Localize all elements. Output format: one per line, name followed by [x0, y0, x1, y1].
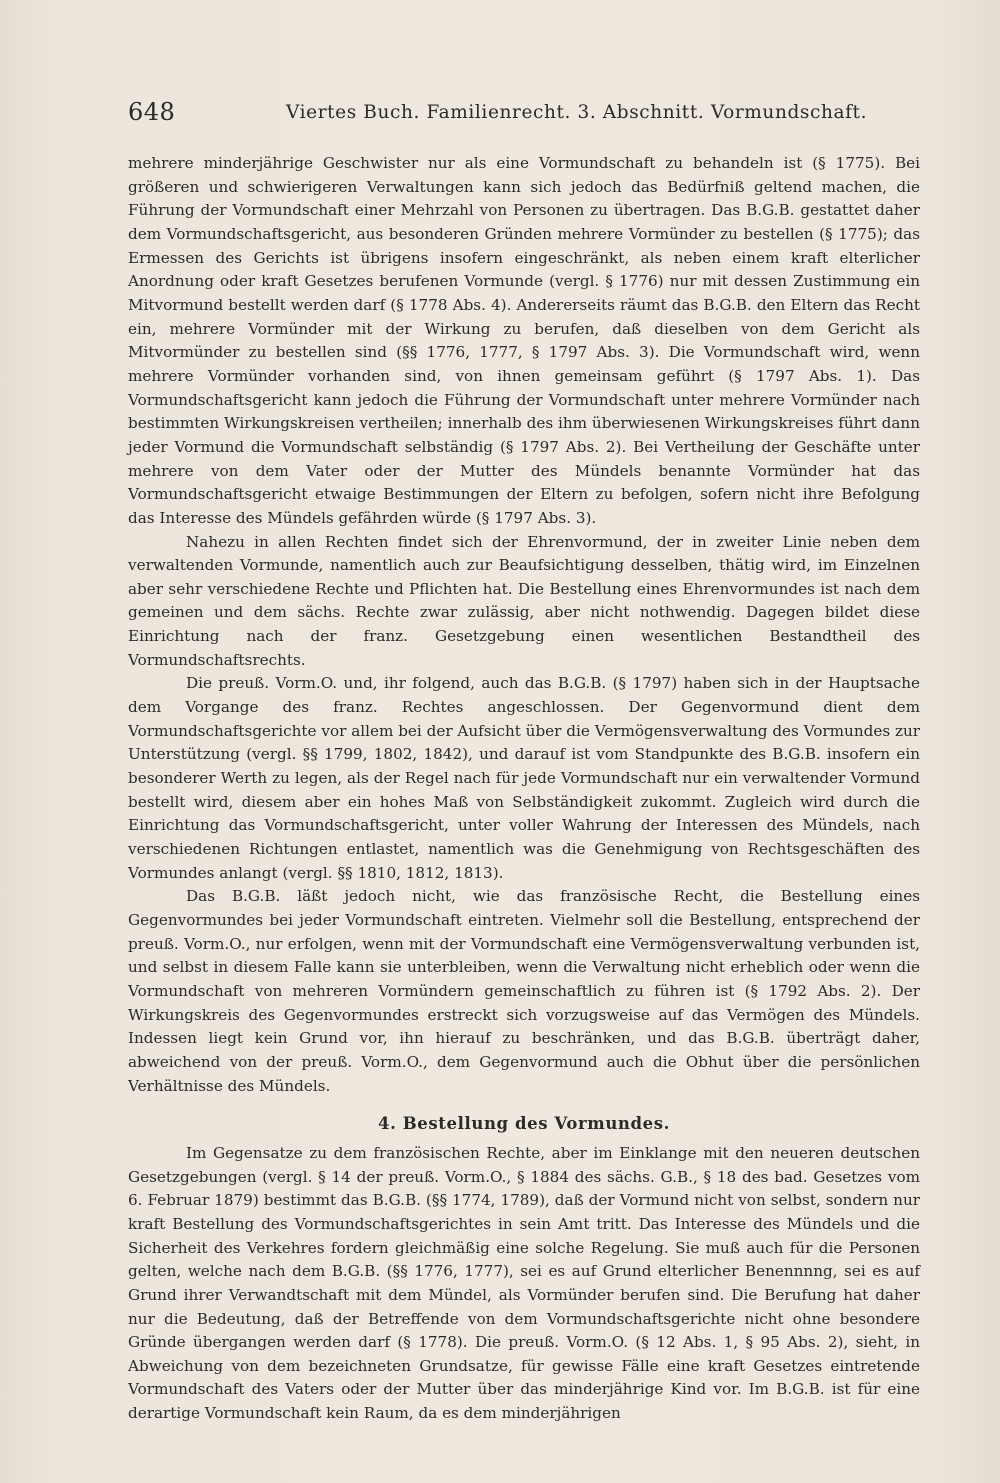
body-text — [128, 152, 920, 1426]
paragraph-2: Nahezu in allen Rechten findet sich der Ehrenvormund, der in zweiter Linie neben dem verwaltenden Vormunde, namentlich auch zur Beaufsichtigung desselben, thätig wird, im Einzelnen aber sehr verschiedene Rechte und Pflichten hat. Die Bestellung eines Ehrenvormundes ist nach dem gemeinen und dem sächs. Rechte zwar zulässig, aber nicht nothwendig. Dagegen bildet diese Einrichtung nach der franz. Gesetzgebung einen wesentlichen Bestandtheil des Vormundschaftsrechts. — [128, 532, 920, 669]
page-header — [128, 98, 918, 138]
paragraph-3: Die preuß. Vorm.O. und, ihr folgend, auch das B.G.B. (§ 1797) haben sich in der Hauptsache dem Vorgange des franz. Rechtes angeschlossen. Der Gegenvormund dient dem Vormundschaftsgerichte vor allem bei der Aufsicht über die Vermögensverwaltung des Vormundes zur Unterstützung (vergl. §§ 1799, 1802, 1842), und darauf ist vom Standpunkte des B.G.B. insofern ein besonderer Werth zu legen, als der Regel nach für jede Vormundschaft nur ein verwaltender Vormund bestellt wird, diesem aber ein hohes Maß von Selbständigkeit zukommt. Zugleich wird durch die Einrichtung das Vormundschaftsgericht, unter voller Wahrung der Interessen des Mündels, nach verschiedenen Richtungen entlastet, namentlich was die Genehmigung von Rechtsgeschäften des Vormundes anlangt (vergl. §§ 1810, 1812, 1813). — [128, 674, 920, 882]
page-number: 648 — [128, 98, 176, 126]
section-heading: 4. Bestellung des Vormundes. — [377, 1114, 670, 1134]
running-head: Viertes Buch. Familienrecht. 3. Abschnitt. Vormundschaft. — [286, 102, 868, 123]
paragraph-1: mehrere minderjährige Geschwister nur als eine Vormundschaft zu behandeln ist (§ 1775). Bei größeren und schwierigeren Verwaltungen kann sich jedoch das Bedürfniß geltend machen, die Führung der Vormundschaft einer Mehrzahl von Personen zu übertragen. Das B.G.B. gestattet daher dem Vormundschaftsgericht, aus besonderen Gründen mehrere Vormünder zu bestellen (§ 1775); das Ermessen des Gerichts ist übrigens insofern eingeschränkt, als neben einem kraft elterlicher Anordnung oder kraft Gesetzes berufenen Vormunde (vergl. § 1776) nur mit dessen Zustimmung ein Mitvormund bestellt werden darf (§ 1778 Abs. 4). Andererseits räumt das B.G.B. den Eltern das Recht ein, mehrere Vormünder mit der Wirkung zu berufen, daß dieselben von dem Gericht als Mitvormünder zu bestellen sind (§§ 1776, 1777, § 1797 Abs. 3). Die Vormundschaft wird, wenn mehrere Vormünder vorhanden sind, von ihnen gemeinsam geführt (§ 1797 Abs. 1). Das Vormundschaftsgericht kann jedoch die Führung der Vormundschaft unter mehrere Vormünder nach bestimmten Wirkungskreisen vertheilen; innerhalb des ihm überwiesenen Wirkungskreises führt dann jeder Vormund die Vormundschaft selbständig (§ 1797 Abs. 2). Bei Vertheilung der Geschäfte unter mehrere von dem Vater oder der Mutter des Mündels benannte Vormünder hat das Vormundschaftsgericht etwaige Bestimmungen der Eltern zu befolgen, sofern nicht ihre Befolgung das Interesse des Mündels gefährden würde (§ 1797 Abs. 3). — [128, 154, 920, 527]
section-paragraph: Im Gegensatze zu dem französischen Rechte, aber im Einklange mit den neueren deutschen Gesetzgebungen (vergl. § 14 der preuß. Vorm.O., § 1884 des sächs. G.B., § 18 des bad. Gesetzes vom 6. Februar 1879) bestimmt das B.G.B. (§§ 1774, 1789), daß der Vormund nicht von selbst, sondern nur kraft Bestellung des Vormundschaftsgerichtes in sein Amt tritt. Das Interesse des Mündels und die Sicherheit des Verkehres fordern gleichmäßig eine solche Regelung. Sie muß auch für die Personen gelten, welche nach dem B.G.B. (§§ 1776, 1777), sei es auf Grund elterlicher Benennnng, sei es auf Grund ihrer Verwandtschaft mit dem Mündel, als Vormünder berufen sind. Die Berufung hat daher nur die Bedeutung, daß der Betreffende von dem Vormundschaftsgerichte nicht ohne besondere Gründe übergangen werden darf (§ 1778). Die preuß. Vorm.O. (§ 12 Abs. 1, § 95 Abs. 2), sieht, in Abweichung von dem bezeichneten Grundsatze, für gewisse Fälle eine kraft Gesetzes eintretende Vormundschaft des Vaters oder der Mutter über das minderjährige Kind vor. Im B.G.B. ist für eine derartige Vormundschaft kein Raum, da es dem minderjährigen — [128, 1143, 920, 1423]
paragraph-4: Das B.G.B. läßt jedoch nicht, wie das französische Recht, die Bestellung eines Gegenvormundes bei jeder Vormundschaft eintreten. Vielmehr soll die Bestellung, entsprechend der preuß. Vorm.O., nur erfolgen, wenn mit der Vormundschaft eine Vermögensverwaltung verbunden ist, und selbst in diesem Falle kann sie unterbleiben, wenn die Verwaltung nicht erheblich oder wenn die Vormundschaft von mehreren Vormündern gemeinschaftlich zu führen ist (§ 1792 Abs. 2). Der Wirkungskreis des Gegenvormundes erstreckt sich vorzugsweise auf das Vermögen des Mündels. Indessen liegt kein Grund vor, ihn hierauf zu beschränken, und das B.G.B. überträgt daher, abweichend von der preuß. Vorm.O., dem Gegenvormund auch die Obhut über die persönlichen Verhältnisse des Mündels. — [128, 887, 920, 1095]
